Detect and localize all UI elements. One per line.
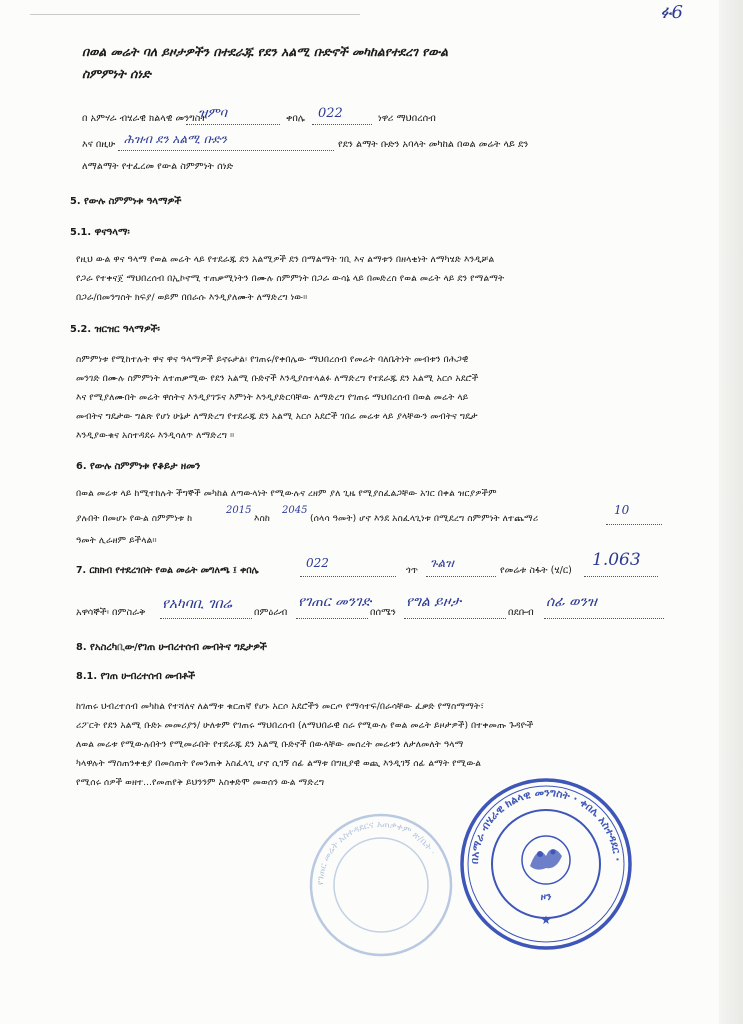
section7-line1-suffix: የመሬቱ ስፋት (ሄ/ር) xyxy=(500,565,572,576)
section5-2-heading: 5.2. ዝርዝር ዓላማዎች፡ xyxy=(70,324,160,335)
document-title-line2: ስምምነት ሰነድ xyxy=(82,66,151,81)
intro-line1-mid: ቀበሌ xyxy=(286,113,306,124)
intro-line1-prefix: በ አምሃራ ብሄራዊ ክልላዊ መንግስት xyxy=(82,113,207,124)
stamp-star-icon: ★ xyxy=(540,913,552,927)
section6-line2-prefix: ያሉበት በመሆኑ የውል ስምምነቱ ከ xyxy=(76,513,193,524)
section6-line3: ዓመት ሊራዘም ይችላል። xyxy=(76,535,157,546)
section7-kebele-blank xyxy=(300,576,396,577)
intro-handwritten-kebele: 022 xyxy=(318,106,343,121)
paragraph-line: የሚሰሩ ሰዎች ወዘተ...የመጠየቅ ይህንንም አስቀድሞ መወሰን ውል ማድረግ xyxy=(76,777,325,788)
blue-official-stamp xyxy=(458,776,634,952)
intro-line2-suffix: የደን ልማት ቡድን አባላት መካከል በወል መሬት ላይ ደን xyxy=(338,139,529,150)
section6-blank xyxy=(606,524,662,525)
document-title-line1: በወል መሬት ባለ ይዞታዎችን በተደራጁ የደን አልሚ ቡድኖች መካከልየተደረገ የውል xyxy=(82,44,448,59)
section7-handwritten-kebele: 022 xyxy=(306,556,329,570)
section6-line1: በወል መሬቱ ላይ ከሚተከሉት ችግኞች መካከል ለጣውላነት የሚውሉና ረዘም ያለ ጊዜ የሚያስፈልጋቸው አገር በቀል ዝርያዎችም xyxy=(76,488,497,499)
stamp-emblem-icon xyxy=(522,836,570,884)
section5-1-paragraph xyxy=(76,250,666,307)
section7-handwritten-area: 1.063 xyxy=(592,550,641,570)
paragraph-line: በጋራ/በመንግስት ክፍያ/ ወይም በበራሱ እንዲያለሙት ለማድረግ ነው። xyxy=(76,292,308,303)
intro-line1-blank2 xyxy=(312,124,372,125)
section5-2-paragraph xyxy=(76,350,666,445)
section7-north-blank xyxy=(404,618,506,619)
paragraph-line: ለወል መሬቱ የሚውሉበትን የሚመራበት የተደራጁ ደን አልሚ ቡድኖች በውላቸው መሰረት መሬቱን ለታለመለት ዓላማ xyxy=(76,739,464,750)
paragraph-line: የጋራ የተቀናጀ ማህበረሰብ በኢኮኖሚ ተጠቃሚነትን በሙሉ ስምምነት በጋራ ውሳኔ ላይ በመድረስ የወል መሬት ላይ ደን የማልማት xyxy=(76,273,505,284)
section7-line2-prefix: አዋሳኞች፡ በምስራቅ xyxy=(76,607,146,618)
section5-1-heading: 5.1. ዋናዓላማ፡ xyxy=(70,227,130,238)
page-edge-shadow xyxy=(719,0,743,1024)
section7-handwritten-south: ሰፊ ወንዝ xyxy=(546,594,597,610)
svg-text:የገጠር መሬት አስተዳደርና አጠቃቀም ጽ/ቤት · xyxy=(316,820,437,885)
section7-east-blank xyxy=(160,618,252,619)
section7-line1-mid: ጎጥ xyxy=(406,565,419,576)
paragraph-line: ስምምነቱ የሚከተሉት ዋና ዋና ዓላማዎች ይኖሩታል፡ የገጠሩ/የቀበሌው ማህበረሰብ የመሬት ባለቤትነት መብቱን በሕጋዊ xyxy=(76,354,469,365)
paragraph-line: እና የሚያለሙበት መሬት ዋስትና እንዲያገኙና እምነት እንዲያድርባቸው ለማድረግ የገጠሩ ማህበረሰብ በወል መሬት ላይ xyxy=(76,392,469,403)
blue-stamp-ring-text: በአማራ ብሄራዊ ክልላዊ መንግስት · ቀበሌ አስተዳደር · xyxy=(468,786,623,865)
intro-line2-blank xyxy=(118,150,334,151)
section7-handwritten-got: ጉልዝ xyxy=(430,556,454,570)
section7-west-blank xyxy=(296,618,368,619)
paragraph-line: መንገድ በሙሉ ስምምነት ለተጠቃሚው የደን አልሚ ቡድኖች እንዲያስተላልፉ ለማድረግ የተደራጁ ደን አልሚ አርሶ አደሮች xyxy=(76,373,479,384)
intro-handwritten-group: ሕዝብ ደን አልሚ ቡድን xyxy=(124,132,227,146)
section8-heading: 8. የአስረካቢው/የገጠ ሁብረተሰብ መብትና ግዴታዎች xyxy=(76,642,267,653)
section7-handwritten-west: የገጠር መንገድ xyxy=(298,594,372,610)
intro-line1-suffix: ነዋሪ ማህበረሰብ xyxy=(378,113,436,124)
paragraph-line: የዚህ ውል ዋና ዓላማ የወል መሬት ላይ የተደራጁ ደን አልሚዎች ደን በማልማት ገቢ እና ልማቱን በዘላቂነት ለማካሄድ እንዲቻል xyxy=(76,254,495,265)
intro-line2-prefix: እና በዚሁ xyxy=(82,139,116,150)
blue-stamp-center-text: ዞን xyxy=(540,892,552,903)
paragraph-line: እንዲያውቁና አስተዳደሩ እንዲሳለጥ ለማድረግ ። xyxy=(76,430,235,441)
paragraph-line: መብትና ግዴታው ግልጽ የሆነ ሁኔታ ለማድረግ የተደራጁ ደን አልሚ አርሶ አደሮች ገበሬ መሬቱ ላይ ያላቸውን መብትና ግዴታ xyxy=(76,411,478,422)
section7-handwritten-east: የአካባቢ ገበሬ xyxy=(162,596,232,612)
page-number-handwritten: ፉ6 xyxy=(659,2,683,23)
faded-office-stamp xyxy=(306,810,456,960)
section7-line2-mid1: በምዕራብ xyxy=(254,607,288,618)
section7-got-blank xyxy=(426,576,496,577)
intro-line1-blank1 xyxy=(186,124,280,125)
paragraph-line: ሪፖርት የደን አልሚ ቡድኑ መመሪያን/ ሁለቱም የገጠሩ ማህበረሰብ (ለማህበራዊ ስራ የሚውሉ የወል መሬት ይዞታዎች) በተቀመጡ ጉዳዮች xyxy=(76,720,534,731)
section7-line2-mid3: በደቡብ xyxy=(508,607,534,618)
section6-heading: 6. የውሉ ስምምነቱ የቆይታ ዘመን xyxy=(76,461,201,472)
section8-1-heading: 8.1. የገጠ ሁብረተሰብ መብቶች xyxy=(76,671,196,682)
intro-line3: ለማልማት የተፈረመ የውል ስምምነት ሰነድ xyxy=(82,161,234,172)
paragraph-line: ካላዋሉት ማስጠንቀቂያ በመስጠት የመንጠቅ አስፈላጊ ሆኖ ሲገኝ ሰፊ ልማቱ በግዚያዊ ወጪ እንዲገኝ ሰፊ ልማት የሚውል xyxy=(76,758,482,769)
section6-handwritten-start-year: 2015 xyxy=(226,505,252,516)
section7-line2-mid2: በሰሜን xyxy=(370,607,396,618)
section6-handwritten-extension: 10 xyxy=(614,503,630,517)
section7-area-blank xyxy=(584,576,658,577)
section5-heading: 5. የውሉ ስምምነቱ ዓላማዎች xyxy=(70,196,182,207)
section7-line1-prefix: 7. ርክክብ የተደረገበት የወል መሬት መግለጫ ፤ ቀበሌ xyxy=(76,565,259,576)
paragraph-line: ከገጠሩ ህብረተሰብ መካከል የተሻለና ለልማቱ ቁርጠኛ የሆኑ አርሶ አደሮችን መርጦ የማሳተፍ/በራሳቸው ፈቃድ የማስማማት፣ xyxy=(76,701,484,712)
top-rule xyxy=(30,14,360,15)
faded-stamp-ring-text: የገጠር መሬት አስተዳደርና አጠቃቀም ጽ/ቤት · xyxy=(315,819,438,886)
section6-line2-suffix: (ሰላሳ ዓመት) ሆኖ እንደ አስፈላጊነቱ በሚደረግ ስምምነት ለተጨማሪ xyxy=(310,513,539,524)
section6-line2-mid: እስከ xyxy=(254,513,270,524)
section7-handwritten-north: የግል ይዞታ xyxy=(406,594,461,610)
intro-handwritten-woreda: ዝምባ xyxy=(198,106,227,121)
section7-south-blank xyxy=(544,618,664,619)
section6-handwritten-end-year: 2045 xyxy=(282,505,308,516)
